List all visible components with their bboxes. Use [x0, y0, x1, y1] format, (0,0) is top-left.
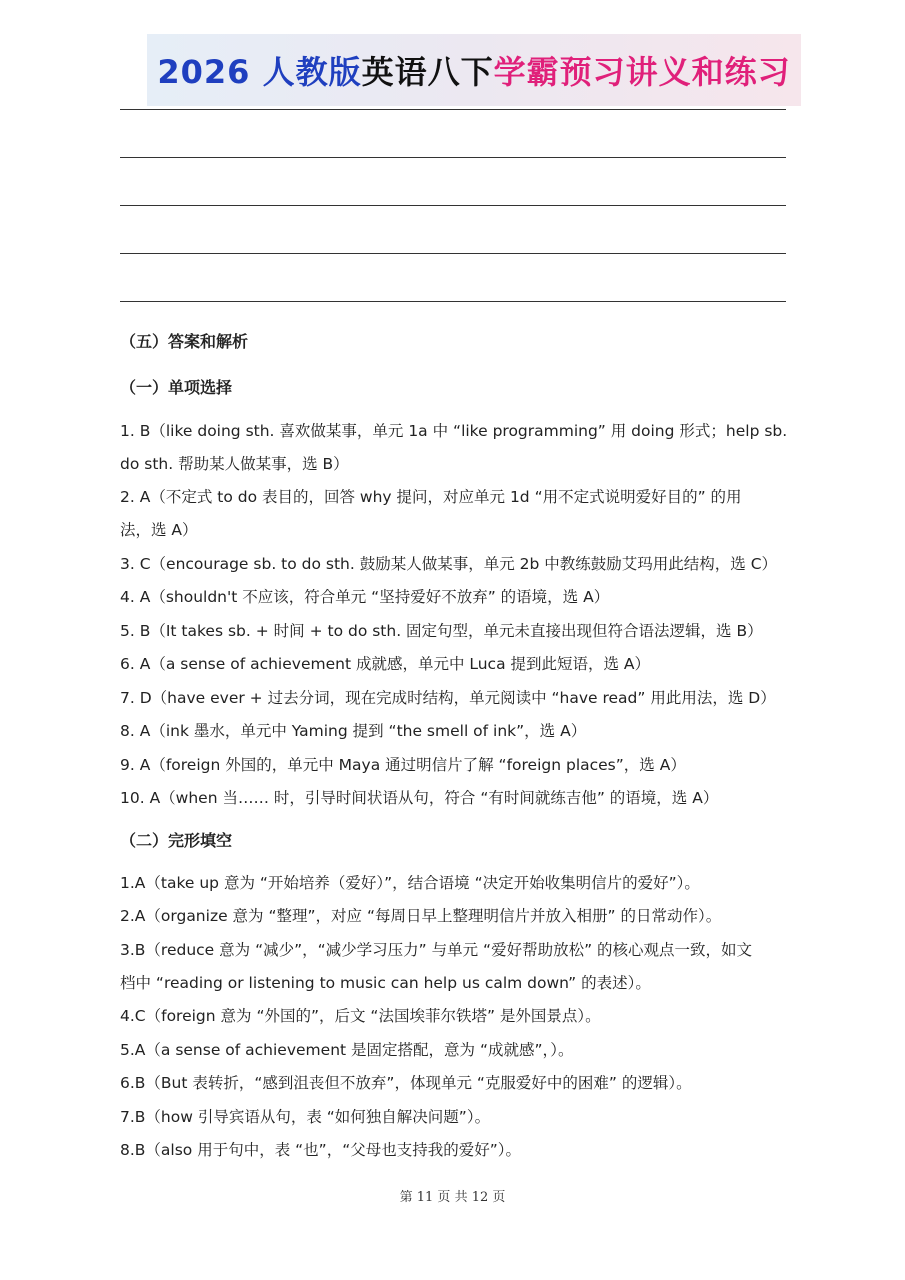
answer-line: 4. A（shouldn't 不应该，符合单元 “坚持爱好不放弃” 的语境，选 A）: [120, 588, 610, 606]
banner-edition: 2026 人教版: [157, 53, 362, 91]
answer-line: 6.B（But 表转折，“感到沮丧但不放弃”，体现单元 “克服爱好中的困难” 的逻辑）。: [120, 1074, 692, 1092]
answer-line: 6. A（a sense of achievement 成就感，单元中 Luca 提到此短语，选 A）: [120, 655, 651, 673]
answer-line: 3. C（encourage sb. to do sth. 鼓励某人做某事，单元 2b 中教练鼓励艾玛用此结构，选 C）: [120, 555, 778, 573]
writing-line: [120, 253, 786, 254]
answer-line: do sth. 帮助某人做某事，选 B）: [120, 455, 349, 473]
answer-line: 法，选 A）: [120, 521, 198, 539]
answer-line: 10. A（when 当…… 时，引导时间状语从句，符合 “有时间就练吉他” 的语境，选 A）: [120, 789, 719, 807]
answer-line: 1.A（take up 意为 “开始培养（爱好）”，结合语境 “决定开始收集明信片的爱好”）。: [120, 874, 700, 892]
part-two-title: （二）完形填空: [120, 831, 233, 850]
answer-line: 2.A（organize 意为 “整理”，对应 “每周日早上整理明信片并放入相册” 的日常动作）。: [120, 907, 722, 925]
answer-line: 2. A（不定式 to do 表目的，回答 why 提问，对应单元 1d “用不定式说明爱好目的” 的用: [120, 488, 742, 506]
answer-line: 5.A（a sense of achievement 是固定搭配，意为 “成就感”，）。: [120, 1041, 574, 1059]
page-banner: [147, 34, 801, 106]
part-one-title: （一）单项选择: [120, 378, 233, 397]
answer-line: 档中 “reading or listening to music can help us calm down” 的表述）。: [120, 974, 651, 992]
answer-line: 7.B（how 引导宾语从句，表 “如何独自解决问题”）。: [120, 1108, 491, 1126]
banner-title: 学霸预习讲义和练习: [493, 53, 791, 91]
writing-line: [120, 109, 786, 110]
answer-line: 9. A（foreign 外国的，单元中 Maya 通过明信片了解 “foreign places”，选 A）: [120, 756, 686, 774]
banner-subject: 英语八下: [361, 53, 494, 91]
answer-line: 8. A（ink 墨水，单元中 Yaming 提到 “the smell of ink”，选 A）: [120, 722, 587, 740]
answer-line: 7. D（have ever + 过去分词，现在完成时结构，单元阅读中 “have read” 用此用法，选 D）: [120, 689, 776, 707]
section-title: （五）答案和解析: [120, 332, 249, 351]
answer-line: 8.B（also 用于句中，表 “也”，“父母也支持我的爱好”）。: [120, 1141, 522, 1159]
answer-line: 1. B（like doing sth. 喜欢做某事，单元 1a 中 “like programming” 用 doing 形式；help sb.: [120, 422, 788, 440]
page-number: 第 11 页 共 12 页: [399, 1190, 506, 1205]
answer-line: 4.C（foreign 意为 “外国的”，后文 “法国埃菲尔铁塔” 是外国景点）。: [120, 1007, 601, 1025]
answer-line: 5. B（It takes sb. + 时间 + to do sth. 固定句型，单元未直接出现但符合语法逻辑，选 B）: [120, 622, 763, 640]
answer-line: 3.B（reduce 意为 “减少”，“减少学习压力” 与单元 “爱好帮助放松” 的核心观点一致，如文: [120, 941, 753, 959]
writing-line: [120, 157, 786, 158]
writing-line: [120, 301, 786, 302]
writing-line: [120, 205, 786, 206]
